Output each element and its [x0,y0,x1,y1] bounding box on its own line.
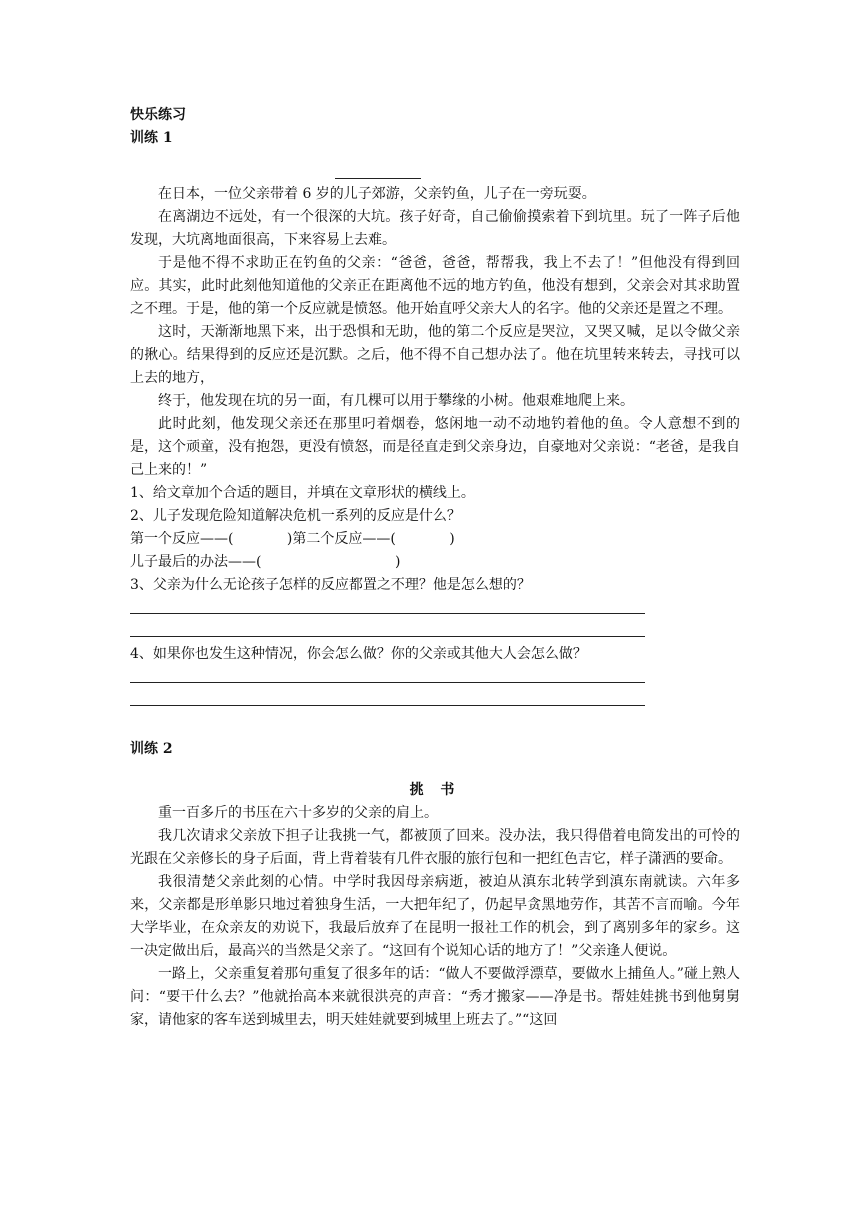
passage2-paragraph: 我几次请求父亲放下担子让我挑一气，都被顶了回来。没办法，我只得借着电筒发出的可怜的光跟在父亲修长的身子后面，背上背着装有几件衣服的旅行包和一把红色吉它，样子潇洒的要命。 [130,828,740,867]
question-1: 1、给文章加个合适的题目，并填在文章形状的横线上。 [130,485,475,501]
question-2-blanks-2: 儿子最后的办法——( ) [130,554,401,570]
passage1-paragraph: 终于，他发现在坑的另一面，有几棵可以用于攀缘的小树。他艰难地爬上来。 [158,393,634,409]
answer-line [130,666,645,683]
question-2-blanks-1: 第一个反应——( )第二个反应——( ) [130,531,455,547]
answer-line [130,597,645,614]
spacer [130,761,740,779]
passage1-paragraph: 在日本，一位父亲带着 6 岁的儿子郊游，父亲钓鱼，儿子在一旁玩耍。 [158,186,596,202]
passage1-paragraph: 此时此刻，他发现父亲还在那里叼着烟卷，悠闲地一动不动地钓着他的鱼。令人意想不到的是，这个顽童，没有抱怨，更没有愤怒，而是径直走到父亲身边，自豪地对父亲说：“老爸，是我自己上来的！” [130,416,740,478]
section-heading-2: 训练 2 [130,741,173,757]
passage1-paragraph: 于是他不得不求助正在钓鱼的父亲：“爸爸，爸爸，帮帮我，我上不去了！”但他没有得到回应。其实，此时此刻他知道他的父亲正在距离他不远的地方钓鱼，他没有想到，父亲会对其求助置之不理。于是，他的第一个反应就是愤怒。他开始直呼父亲大人的名字。他的父亲还是置之不理。 [130,255,740,317]
answer-line [130,689,645,706]
answer-line [130,620,645,637]
question-4: 4、如果你也发生这种情况，你会怎么做？你的父亲或其他大人会怎么做？ [130,646,587,662]
passage2-title: 挑 书 [409,782,461,798]
passage2-paragraph: 我很清楚父亲此刻的心情。中学时我因母亲病逝，被迫从滇东北转学到滇东南就读。六年多来，父亲都是形单影只地过着独身生活，一大把年纪了，仍起早贪黑地劳作，其苦不言而喻。今年大学毕业，在众亲友的劝说下，我最后放弃了在昆明一报社工作的机会，到了离别多年的家乡。这一决定做出后，最高兴的当然是父亲了。“这回有个说知心话的地方了！”父亲逢人便说。 [130,874,740,959]
passage2-paragraph: 重一百多斤的书压在六十多岁的父亲的肩上。 [158,805,438,821]
passage1-paragraph: 这时，天渐渐地黑下来，出于恐惧和无助，他的第二个反应是哭泣，又哭又喊，足以令做父亲的揪心。结果得到的反应还是沉默。之后，他不得不自己想办法了。他在坑里转来转去，寻找可以上去的地方， [130,324,740,386]
passage2-paragraph: 一路上，父亲重复着那句重复了很多年的话：“做人不要做浮漂草，要做水上捕鱼人。”碰上熟人问：“要干什么去？”他就抬高本来就很洪亮的声音：“秀才搬家——净是书。帮娃娃挑书到他舅舅家，请他家的客车送到城里去，明天娃娃就要到城里上班去了。”“这回 [130,966,740,1028]
passage1-paragraph: 在离湖边不远处，有一个很深的大坑。孩子好奇，自己偷偷摸索着下到坑里。玩了一阵子后他发现，大坑离地面很高，下来容易上去难。 [130,209,740,248]
document-page [130,104,740,1032]
question-2: 2、儿子发现危险知道解决危机一系列的反应是什么？ [130,508,461,524]
title-blank-line [335,168,421,179]
question-3: 3、父亲为什么无论孩子怎样的反应都置之不理？他是怎么想的？ [130,577,531,593]
page-title: 快乐练习 [130,107,186,123]
spacer [130,706,740,738]
section-heading-1: 训练 1 [130,130,173,146]
